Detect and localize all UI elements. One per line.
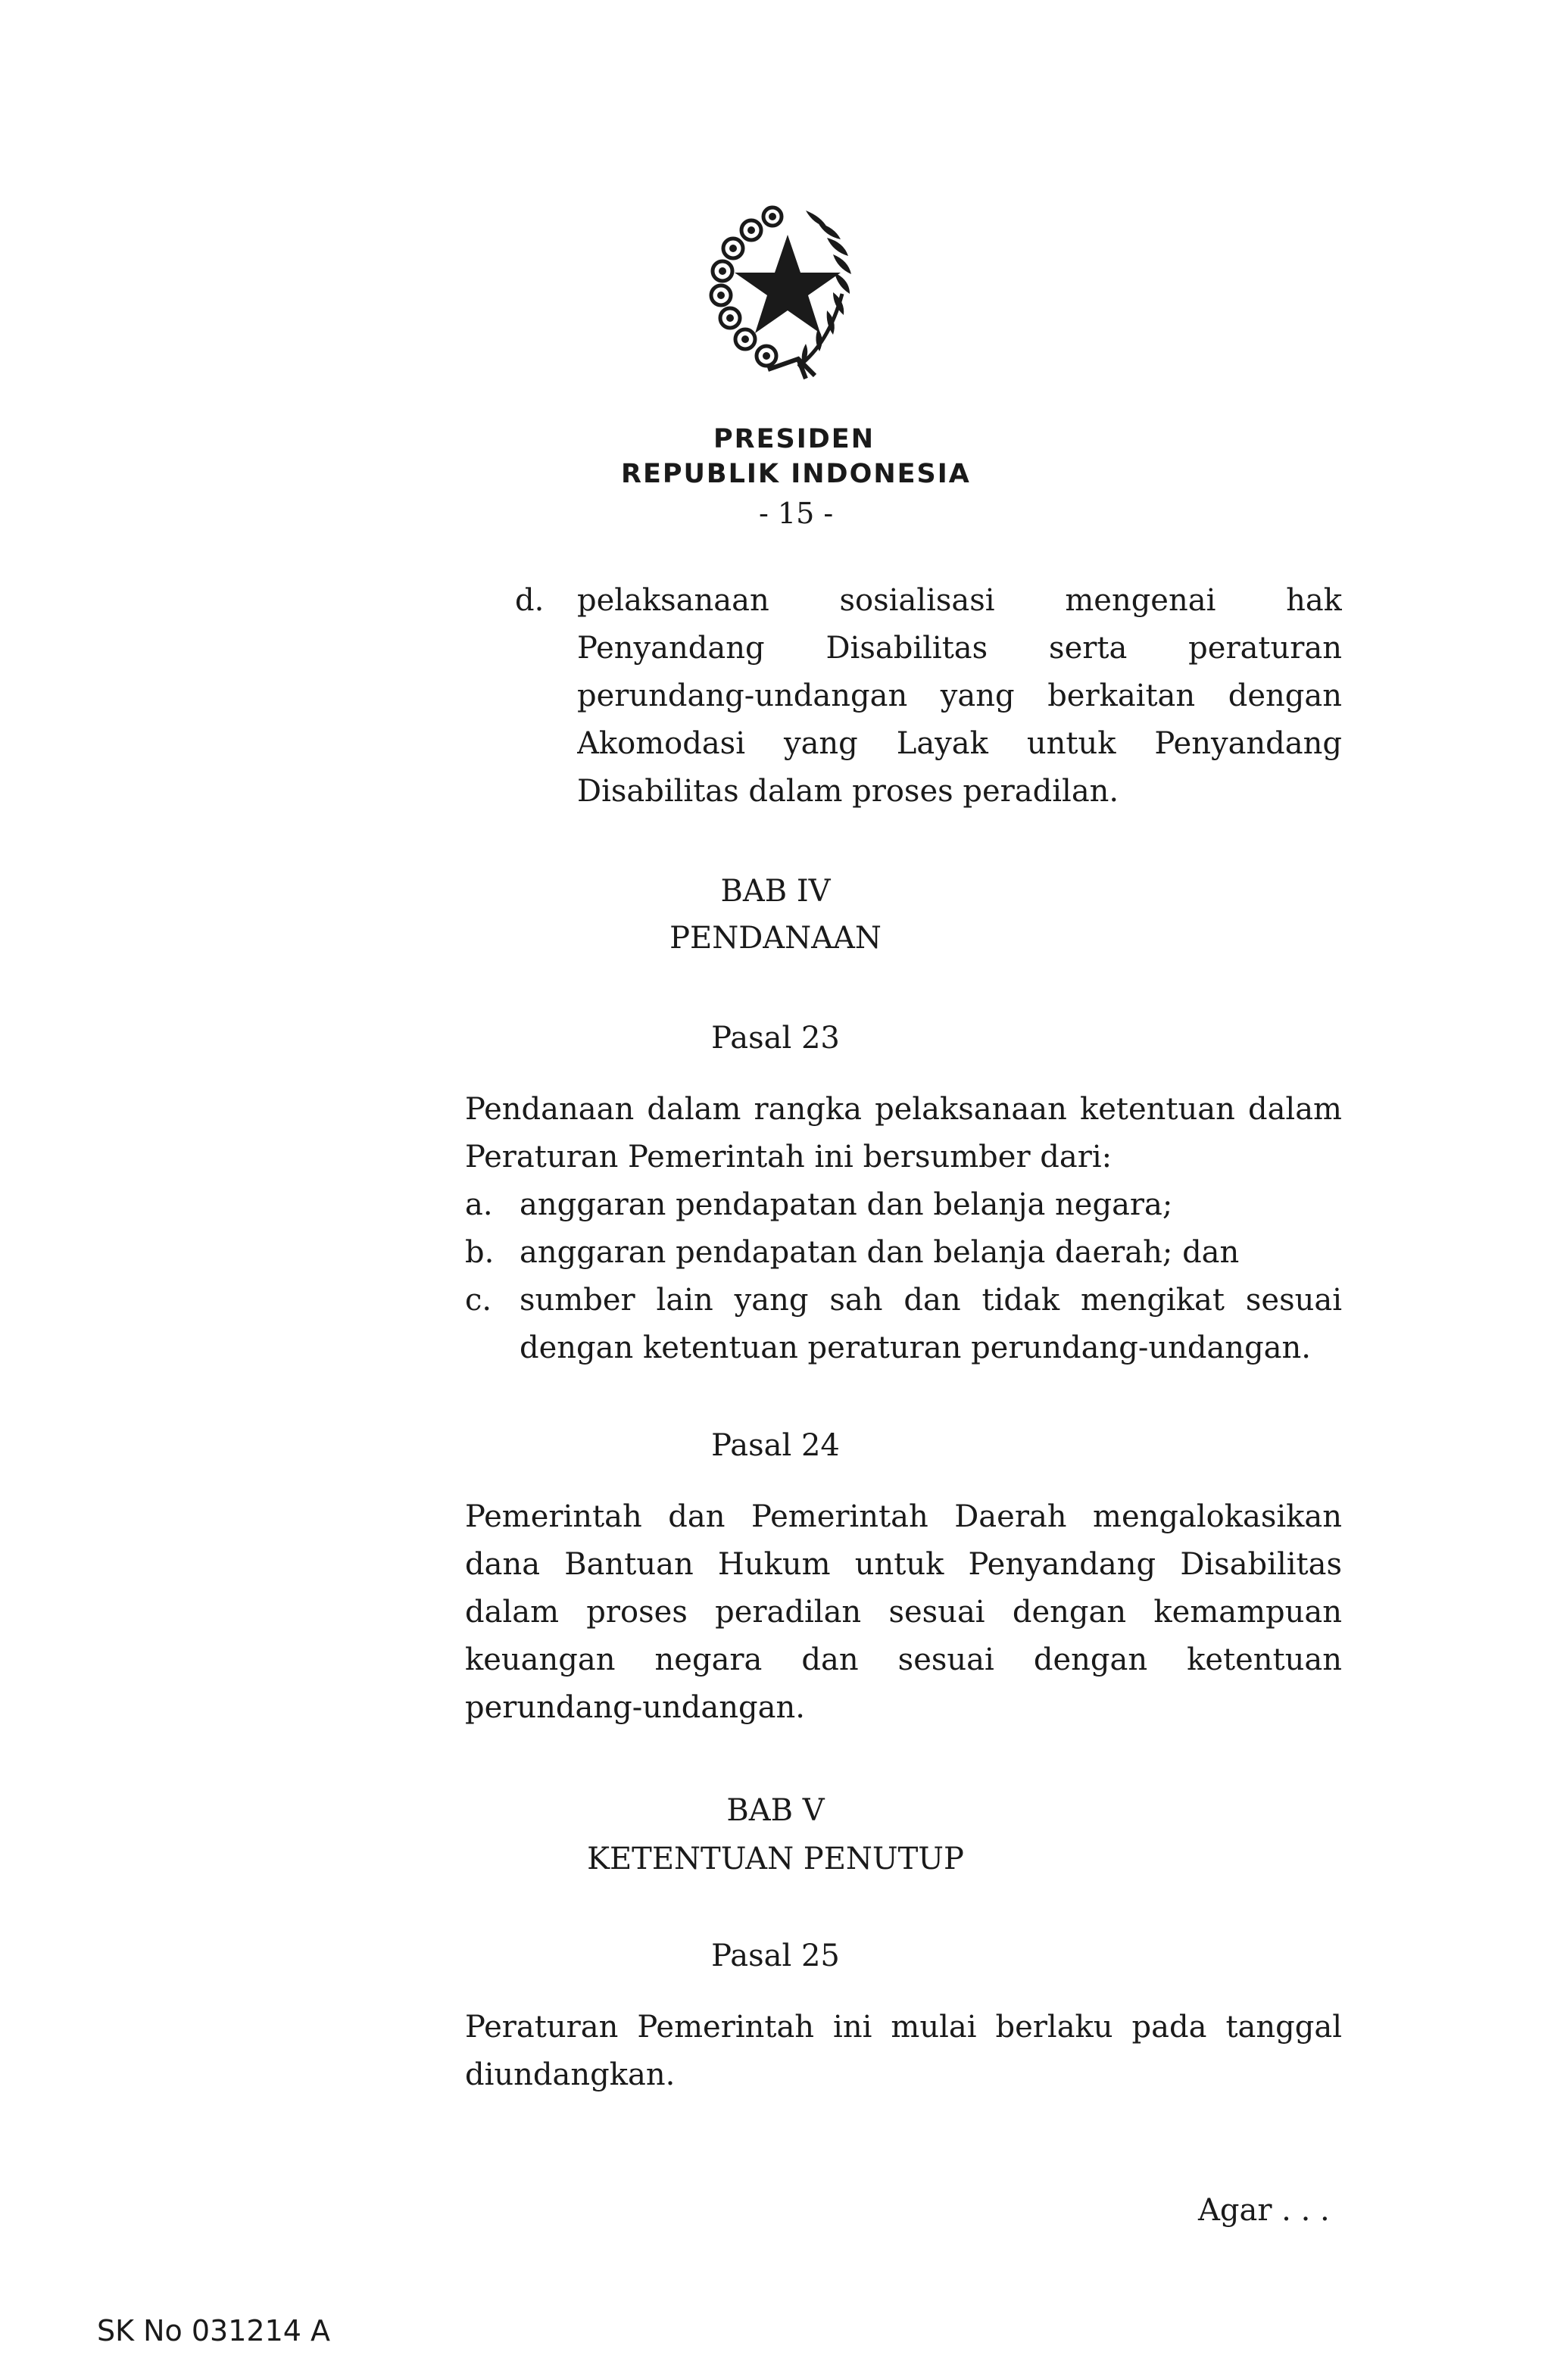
- header-presiden: PRESIDEN: [713, 424, 875, 454]
- article-heading: Pasal 23: [711, 1021, 840, 1056]
- text-line: keuangan negara dan sesuai dengan ketentuan: [465, 1642, 1342, 1677]
- list-marker-c: c.: [465, 1283, 492, 1318]
- article-text: [465, 1493, 1342, 1732]
- article-text: [465, 2004, 1342, 2099]
- text-line: sumber lain yang sah dan tidak mengikat sesuai: [520, 1283, 1342, 1318]
- list-marker-a: a.: [465, 1187, 493, 1222]
- article-heading: Pasal 24: [711, 1428, 840, 1463]
- presidential-emblem-icon: [685, 188, 891, 394]
- header-republik-indonesia: REPUBLIK INDONESIA: [621, 459, 971, 489]
- list-item: [520, 1277, 1342, 1372]
- text-line: Disabilitas dalam proses peradilan.: [577, 774, 1119, 809]
- article-text: [465, 1086, 1342, 1181]
- text-line: Akomodasi yang Layak untuk Penyandang: [577, 726, 1342, 761]
- sk-number: SK No 031214 A: [97, 2314, 331, 2347]
- text-line: dengan ketentuan peraturan perundang-undangan.: [520, 1330, 1311, 1365]
- list-item: anggaran pendapatan dan belanja daerah; dan: [520, 1235, 1240, 1270]
- chapter-heading: BAB V: [726, 1793, 825, 1828]
- page-number: - 15 -: [759, 497, 834, 530]
- text-line: pelaksanaan sosialisasi mengenai hak: [577, 583, 1342, 618]
- chapter-heading: BAB IV: [720, 874, 831, 909]
- article-heading: Pasal 25: [711, 1939, 840, 1973]
- item-d-text: [577, 577, 1342, 816]
- text-line: Penyandang Disabilitas serta peraturan: [577, 631, 1342, 666]
- text-line: Peraturan Pemerintah ini bersumber dari:: [465, 1140, 1113, 1174]
- text-line: dana Bantuan Hukum untuk Penyandang Disabilitas: [465, 1547, 1342, 1582]
- text-line: dalam proses peradilan sesuai dengan kemampuan: [465, 1595, 1342, 1630]
- text-line: diundangkan.: [465, 2057, 676, 2092]
- text-line: Pemerintah dan Pemerintah Daerah mengalokasikan: [465, 1499, 1342, 1534]
- list-item: anggaran pendapatan dan belanja negara;: [520, 1187, 1173, 1222]
- star-icon: [735, 235, 841, 333]
- chapter-title: PENDANAAN: [669, 921, 882, 956]
- text-line: perundang-undangan yang berkaitan dengan: [577, 678, 1342, 713]
- chapter-title: KETENTUAN PENUTUP: [587, 1842, 964, 1876]
- text-line: Peraturan Pemerintah ini mulai berlaku pada tanggal: [465, 2010, 1342, 2045]
- list-marker-d: d.: [515, 583, 545, 618]
- continuation-marker: Agar . . .: [1198, 2193, 1330, 2228]
- list-marker-b: b.: [465, 1235, 495, 1270]
- text-line: perundang-undangan.: [465, 1690, 805, 1725]
- text-line: Pendanaan dalam rangka pelaksanaan ketentuan dalam: [465, 1092, 1342, 1127]
